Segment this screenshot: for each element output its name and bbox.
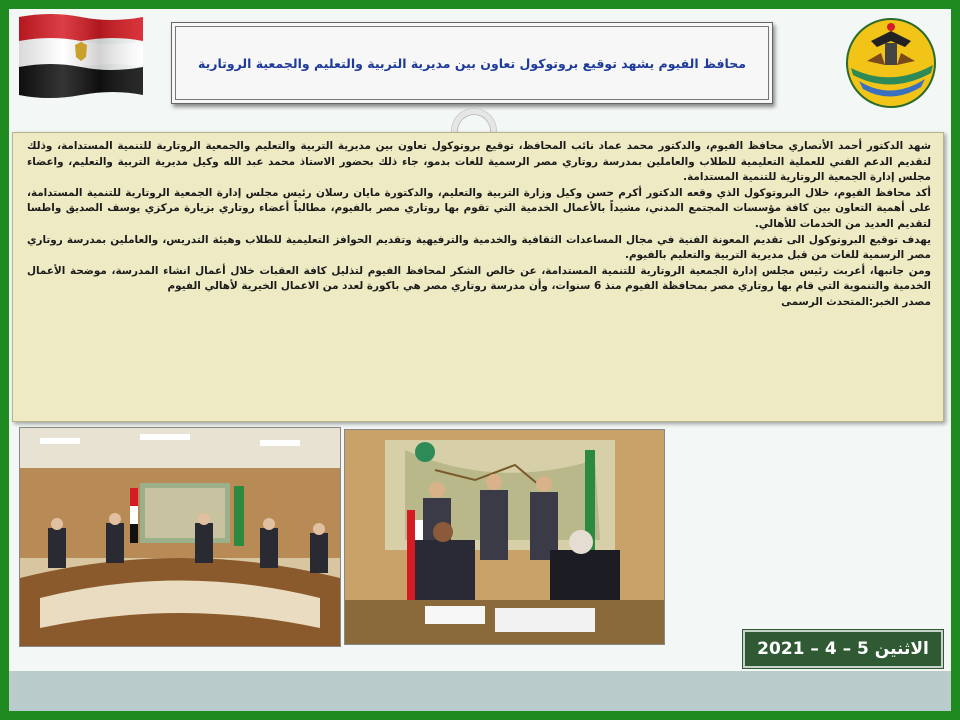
date-label: الاثنين 5 – 4 – 2021 — [757, 639, 929, 659]
slide-frame — [9, 9, 951, 711]
meeting-room-photo — [19, 427, 341, 647]
article-paragraph-1: شهد الدكتور أحمد الأنصاري محافظ الفيوم، والدكتور محمد عماد نائب المحافظ، توقيع بروتوكول تعاون بين مديرية التربية والتعليم والجمعية الروتارية للتنمية المستدامة، وذلك لتقديم الدعم الفني للعملية التعليمية للطلاب والعاملين بمدرسة روتاري مصر الرسمية للغات بدمو، جاء ذلك بحضور الاستاذ محمد عبد الله وكيل مديرية التربية والتعليم، واعضاء مجلس إدارة الجمعية الروتارية للتنمية المستدامة. — [27, 140, 931, 184]
title-box — [171, 22, 773, 104]
fayoum-governorate-logo-icon — [841, 13, 941, 113]
article-paragraph-4: ومن جانبها، أعربت رئيس مجلس إدارة الجمعية الروتارية للتنمية المستدامة، عن خالص الشكر لمحافظ الفيوم لتذليل كافة العقبات خلال أعمال انشاء المدرسة، موضحة الأعمال الخدمية والتنموية التي قام بها روتاري مصر بمحافظة الفيوم منذ 6 سنوات، وأن مدرسة روتاري مصر هي باكورة لعدد من الاعمال الخيرية لأهالي الفيوم — [27, 264, 931, 293]
article-paragraph-3: يهدف توقيع البروتوكول الى تقديم المعونة الفنية في مجال المساعدات الثقافية والخدمية والترفيهية وتقديم الحوافز التعليمية للطلاب وهيئة التدريس، والعاملين بمدرسة روتاري مصر الرسمية للغات من قبل مديرية التربية والتعليم بالفيوم. — [27, 233, 931, 262]
signing-ceremony-photo — [344, 429, 665, 645]
date-box — [743, 630, 943, 668]
egypt-flag-icon — [17, 11, 145, 99]
article-text — [13, 133, 943, 311]
bottom-band — [9, 671, 951, 711]
article-body — [12, 132, 944, 422]
page-title: محافظ الفيوم يشهد توقيع بروتوكول تعاون بين مديرية التربية والتعليم والجمعية الروتارية — [198, 55, 746, 71]
title-box-inner — [175, 26, 769, 100]
article-source: مصدر الخبر:المتحدث الرسمى — [781, 295, 931, 308]
article-paragraph-2: أكد محافظ الفيوم، خلال البروتوكول الذي وقعه الدكتور أكرم حسن وكيل وزارة التربية والتعليم، والدكتورة مايان رسلان رئيس مجلس إدارة الجمعية الروتارية للتنمية المستدامة، على أهمية التعاون بين كافة مؤسسات المجتمع المدني، مشيداً بالأعمال الخدمية التي تقوم بها روتاري مصر بالفيوم، مطالباً أعضاء روتاري بزيارة مركزي يوسف الصديق واطسا لتقديم العديد من الخدمات للأهالي. — [27, 186, 931, 230]
